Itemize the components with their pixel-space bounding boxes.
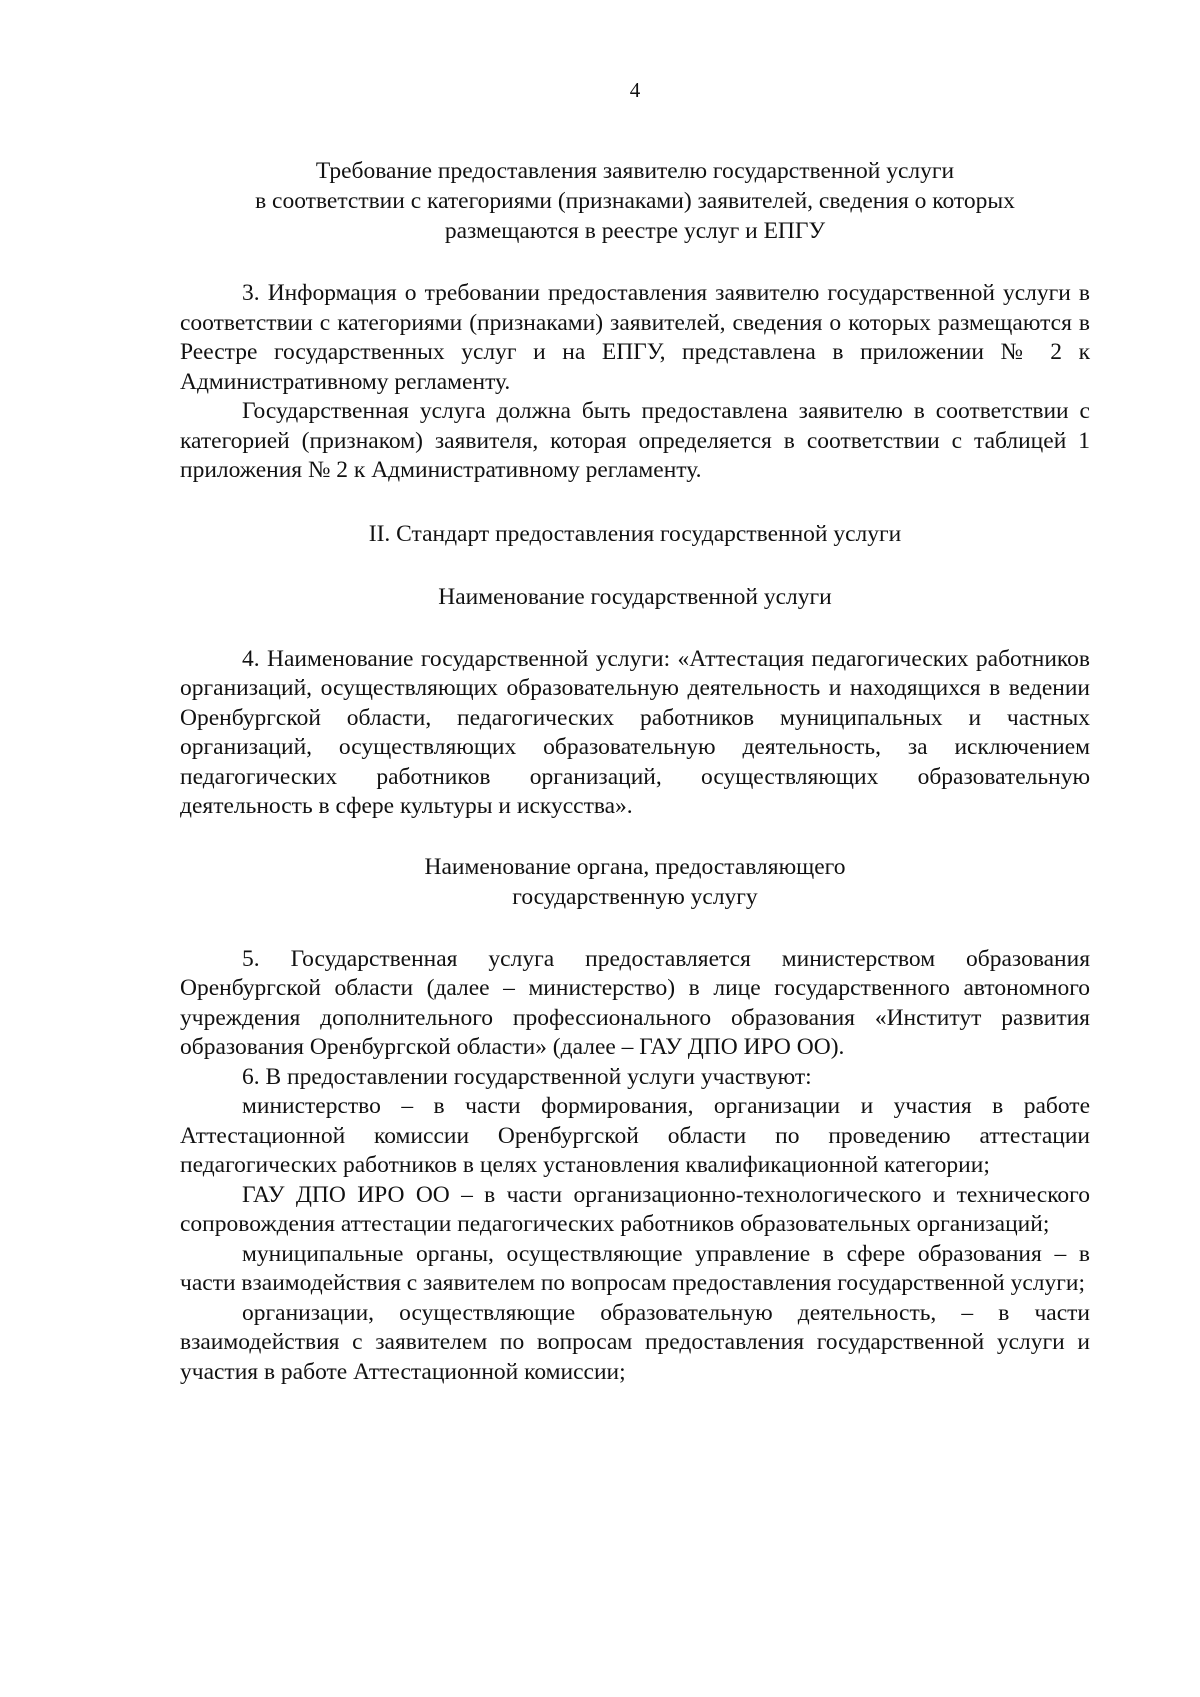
paragraph-3: 3. Информация о требовании предоставления заявителю государственной услуги в соответствии с категориями (признаками) заявителей, сведения о которых размещаются в Реестре государственных услуг и на ЕПГУ, представлена в приложении № 2 к Административному регламенту. — [180, 280, 1090, 395]
chapter-title: II. Стандарт предоставления государственной услуги — [368, 520, 902, 547]
heading-line: размещаются в реестре услуг и ЕПГУ — [444, 218, 826, 244]
section-heading-applicant-requirement — [180, 156, 1090, 246]
section-heading-authority — [180, 852, 1090, 912]
heading-line: Требование предоставления заявителю государственной услуги — [315, 158, 955, 184]
paragraph-3-continued: Государственная услуга должна быть предоставлена заявителю в соответствии с категорией (признаком) заявителя, которая определяется в соответствии с таблицей 1 приложения № 2 к Административному регламенту. — [180, 398, 1090, 483]
section-heading-service-name: Наименование государственной услуги — [438, 583, 832, 610]
paragraph-6-item-ministry: министерство – в части формирования, организации и участия в работе Аттестационной комиссии Оренбургской области по проведению аттестации педагогических работников в целях установления квалификационной категории; — [180, 1093, 1090, 1178]
heading-line: в соответствии с категориями (признаками) заявителей, сведения о которых — [255, 188, 1015, 214]
paragraph-5: 5. Государственная услуга предоставляется министерством образования Оренбургской области (далее – министерство) в лице государственного автономного учреждения дополнительного профессионального образования «Институт развития образования Оренбургской области» (далее – ГАУ ДПО ИРО ОО). — [180, 945, 1090, 1060]
paragraph-4: 4. Наименование государственной услуги: «Аттестация педагогических работников организаций, осуществляющих образовательную деятельность и находящихся в ведении Оренбургской области, педагогических работников муниципальных и частных организаций, осуществляющих образовательную деятельность, за исключением педагогических работников организаций, осуществляющих образовательную деятельность в сфере культуры и искусства». — [180, 645, 1090, 819]
paragraph-6-item-gau-dpo: ГАУ ДПО ИРО ОО – в части организационно-технологического и технического сопровождения аттестации педагогических работников образовательных организаций; — [180, 1181, 1090, 1237]
paragraph-6: 6. В предоставлении государственной услуги участвуют: — [242, 1063, 812, 1090]
paragraph-6-item-organizations: организации, осуществляющие образовательную деятельность, – в части взаимодействия с заявителем по вопросам предоставления государственной услуги и участия в работе Аттестационной комиссии; — [180, 1299, 1090, 1385]
page-number: 4 — [629, 78, 641, 102]
heading-line: Наименование органа, предоставляющего — [424, 853, 846, 880]
spacer — [180, 822, 1090, 852]
paragraph-6-item-municipal: муниципальные органы, осуществляющие управление в сфере образования – в части взаимодействия с заявителем по вопросам предоставления государственной услуги; — [180, 1240, 1090, 1296]
heading-line: государственную услугу — [512, 883, 758, 910]
